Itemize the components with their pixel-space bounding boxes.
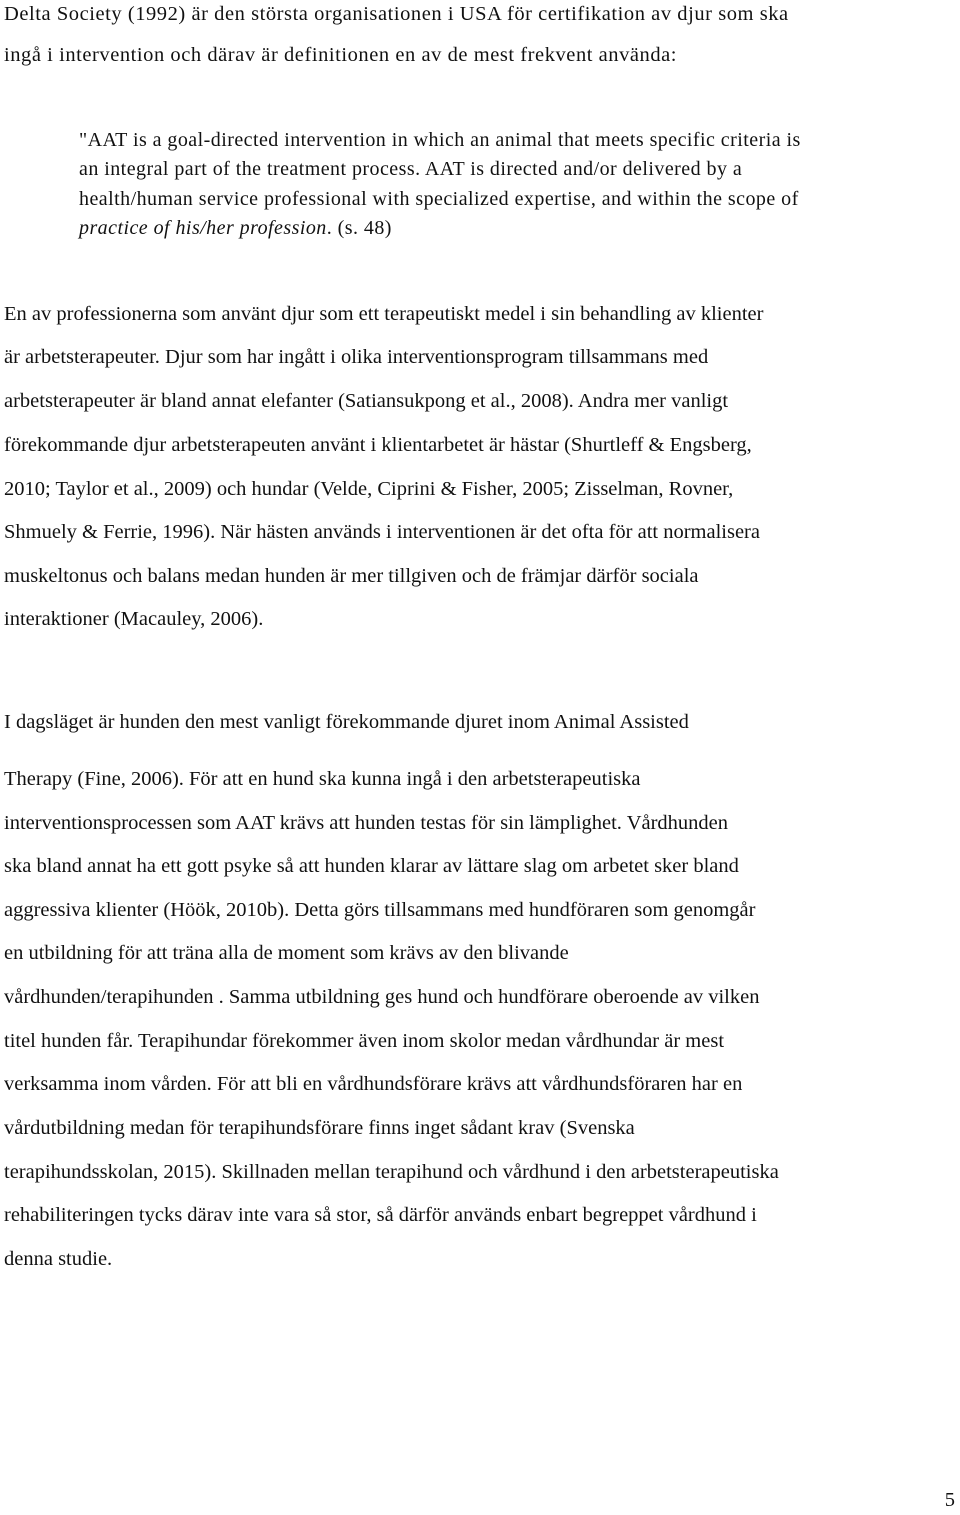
paragraph-line: verksamma inom vården. För att bli en vårdhundsförare krävs att vårdhundsföraren har en	[4, 1073, 743, 1095]
paragraph-line: en utbildning för att träna alla de moment som krävs av den blivande	[4, 942, 569, 964]
paragraph-line: interaktioner (Macauley, 2006).	[4, 608, 264, 630]
paragraph-line: Shmuely & Ferrie, 1996). När hästen används i interventionen är det ofta för att normalisera	[4, 521, 760, 543]
paragraph-line: förekommande djur arbetsterapeuten använt i klientarbetet är hästar (Shurtleff & Engsberg,	[4, 434, 752, 456]
quote-line-2: an integral part of the treatment process. AAT is directed and/or delivered by a	[79, 158, 743, 180]
paragraph-line: muskeltonus och balans medan hunden är mer tillgiven och de främjar därför sociala	[4, 565, 699, 587]
paragraph-line: En av professionerna som använt djur som ett terapeutiskt medel i sin behandling av klienter	[4, 303, 764, 325]
quote-line-3: health/human service professional with specialized expertise, and within the scope of	[79, 188, 799, 210]
quote-line-4	[79, 216, 392, 240]
paragraph-line: är arbetsterapeuter. Djur som har ingått i olika interventionsprogram tillsammans med	[4, 346, 709, 368]
intro-line-1: Delta Society (1992) är den största organisationen i USA för certifikation av djur som ska	[4, 3, 789, 25]
quote-citation: . (s. 48)	[326, 217, 392, 239]
quote-line-1: "AAT is a goal-directed intervention in which an animal that meets specific criteria is	[79, 129, 801, 151]
page-number: 5	[944, 1489, 955, 1511]
paragraph-line: 2010; Taylor et al., 2009) och hundar (Velde, Ciprini & Fisher, 2005; Zisselman, Rovner,	[4, 478, 734, 500]
paragraph-line: I dagsläget är hunden den mest vanligt förekommande djuret inom Animal Assisted	[4, 711, 689, 733]
paragraph-line: terapihundsskolan, 2015). Skillnaden mellan terapihund och vårdhund i den arbetsterapeutiska	[4, 1161, 779, 1183]
intro-line-2: ingå i intervention och därav är definitionen en av de mest frekvent använda:	[4, 44, 678, 66]
paragraph-line: interventionsprocessen som AAT krävs att hunden testas för sin lämplighet. Vårdhunden	[4, 812, 729, 834]
paragraph-line: aggressiva klienter (Höök, 2010b). Detta görs tillsammans med hundföraren som genomgår	[4, 899, 756, 921]
quote-italic-text: practice of his/her profession	[79, 217, 327, 239]
paragraph-line: denna studie.	[4, 1248, 113, 1270]
paragraph-line: ska bland annat ha ett gott psyke så att hunden klarar av lättare slag om arbetet sker bland	[4, 855, 739, 877]
paragraph-line: arbetsterapeuter är bland annat elefanter (Satiansukpong et al., 2008). Andra mer vanligt	[4, 390, 729, 412]
paragraph-line: titel hunden får. Terapihundar förekommer även inom skolor medan vårdhundar är mest	[4, 1030, 725, 1052]
paragraph-line: Therapy (Fine, 2006). För att en hund ska kunna ingå i den arbetsterapeutiska	[4, 768, 641, 790]
paragraph-line: vårdhunden/terapihunden . Samma utbildning ges hund och hundförare oberoende av vilken	[4, 986, 760, 1008]
paragraph-line: vårdutbildning medan för terapihundsförare finns inget sådant krav (Svenska	[4, 1117, 635, 1139]
paragraph-line: rehabiliteringen tycks därav inte vara så stor, så därför används enbart begreppet vårdhund i	[4, 1204, 757, 1226]
